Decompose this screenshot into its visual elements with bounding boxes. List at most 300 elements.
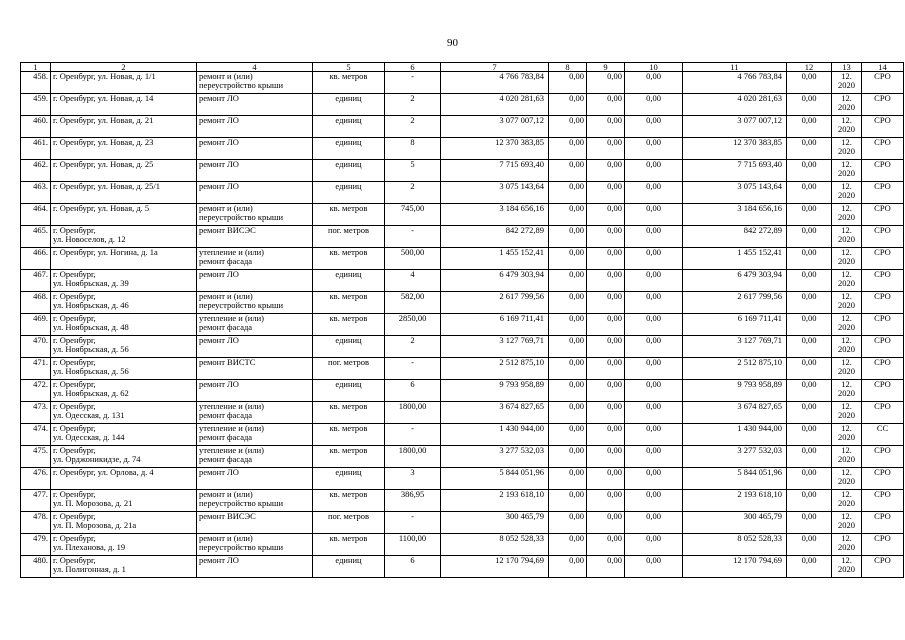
- work-type-cell: [197, 512, 313, 534]
- value-cell-12: 0,00: [787, 468, 832, 490]
- value-cell-8: 0,00: [549, 358, 587, 380]
- value-cell-12: 0,00: [787, 138, 832, 160]
- value-cell-9: 0,00: [587, 248, 625, 270]
- funding-source-cell: СРО: [862, 72, 904, 94]
- value-cell-10: 0,00: [625, 512, 683, 534]
- deadline-cell-line: 12.: [841, 181, 852, 191]
- value-cell-9: 0,00: [587, 116, 625, 138]
- value-cell-8: 0,00: [549, 138, 587, 160]
- quantity-cell: 500,00: [385, 248, 441, 270]
- table-row: [21, 512, 904, 534]
- value-cell-8: 0,00: [549, 248, 587, 270]
- row-number-cell: 471.: [21, 358, 51, 380]
- value-cell-11: 2 512 875,10: [683, 358, 787, 380]
- quantity-cell: -: [385, 358, 441, 380]
- deadline-cell-line: 2020: [838, 278, 855, 288]
- value-cell-8: 0,00: [549, 94, 587, 116]
- value-cell-9: 0,00: [587, 314, 625, 336]
- deadline-cell-line: 2020: [838, 190, 855, 200]
- value-cell-12: 0,00: [787, 248, 832, 270]
- value-cell-8: 0,00: [549, 556, 587, 578]
- address-cell: [51, 534, 197, 556]
- total-cost-cell: 6 479 303,94: [441, 270, 549, 292]
- address-cell: [51, 336, 197, 358]
- column-header: 14: [862, 63, 904, 72]
- value-cell-8: 0,00: [549, 512, 587, 534]
- work-type-cell: [197, 226, 313, 248]
- row-number-cell: 475.: [21, 446, 51, 468]
- deadline-cell-line: 12.: [841, 71, 852, 81]
- row-number-cell: 470.: [21, 336, 51, 358]
- value-cell-11: 300 465,79: [683, 512, 787, 534]
- row-number-cell: 465.: [21, 226, 51, 248]
- row-number-cell: 463.: [21, 182, 51, 204]
- table-row: [21, 336, 904, 358]
- deadline-cell-line: 12.: [841, 115, 852, 125]
- value-cell-11: 7 715 693,40: [683, 160, 787, 182]
- value-cell-10: 0,00: [625, 94, 683, 116]
- value-cell-11: 5 844 051,96: [683, 468, 787, 490]
- deadline-cell: [832, 226, 862, 248]
- unit-cell: кв. метров: [313, 204, 385, 226]
- total-cost-cell: 1 430 944,00: [441, 424, 549, 446]
- deadline-cell-line: 2020: [838, 124, 855, 134]
- work-type-cell: [197, 380, 313, 402]
- address-cell-line: ул. Ноябрьская, д. 48: [53, 322, 129, 332]
- row-number-cell: 476.: [21, 468, 51, 490]
- work-type-cell-line: ремонт и (или): [199, 71, 253, 81]
- value-cell-12: 0,00: [787, 314, 832, 336]
- work-type-cell-line: ремонт фасада: [199, 322, 253, 332]
- work-type-cell-line: ремонт ЛО: [199, 159, 239, 169]
- address-cell-line: г. Оренбург,: [53, 533, 96, 543]
- quantity-cell: 8: [385, 138, 441, 160]
- unit-cell: единиц: [313, 270, 385, 292]
- deadline-cell-line: 2020: [838, 542, 855, 552]
- quantity-cell: 2: [385, 336, 441, 358]
- funding-source-cell: СРО: [862, 380, 904, 402]
- value-cell-10: 0,00: [625, 314, 683, 336]
- column-header: 13: [832, 63, 862, 72]
- value-cell-9: 0,00: [587, 468, 625, 490]
- deadline-cell: [832, 556, 862, 578]
- address-cell: [51, 424, 197, 446]
- work-type-cell-line: переустройство крыши: [199, 80, 284, 90]
- column-header: 7: [441, 63, 549, 72]
- value-cell-12: 0,00: [787, 182, 832, 204]
- value-cell-11: 9 793 958,89: [683, 380, 787, 402]
- table-row: [21, 182, 904, 204]
- repair-registry-table: [20, 62, 904, 578]
- value-cell-10: 0,00: [625, 336, 683, 358]
- deadline-cell: [832, 182, 862, 204]
- unit-cell: единиц: [313, 336, 385, 358]
- work-type-cell: [197, 182, 313, 204]
- funding-source-cell: СРО: [862, 248, 904, 270]
- work-type-cell-line: утепление и (или): [199, 313, 264, 323]
- value-cell-9: 0,00: [587, 94, 625, 116]
- deadline-cell-line: 2020: [838, 432, 855, 442]
- value-cell-11: 3 127 769,71: [683, 336, 787, 358]
- total-cost-cell: 9 793 958,89: [441, 380, 549, 402]
- quantity-cell: 1100,00: [385, 534, 441, 556]
- value-cell-8: 0,00: [549, 182, 587, 204]
- unit-cell: единиц: [313, 116, 385, 138]
- value-cell-9: 0,00: [587, 72, 625, 94]
- funding-source-cell: СРО: [862, 204, 904, 226]
- value-cell-11: 1 455 152,41: [683, 248, 787, 270]
- table-row: [21, 116, 904, 138]
- total-cost-cell: 2 512 875,10: [441, 358, 549, 380]
- deadline-cell-line: 12.: [841, 489, 852, 499]
- value-cell-12: 0,00: [787, 226, 832, 248]
- quantity-cell: 6: [385, 556, 441, 578]
- row-number-cell: 478.: [21, 512, 51, 534]
- value-cell-12: 0,00: [787, 490, 832, 512]
- deadline-cell-line: 12.: [841, 423, 852, 433]
- funding-source-cell: СРО: [862, 94, 904, 116]
- address-cell-line: г. Оренбург, ул. Новая, д. 14: [53, 93, 154, 103]
- address-cell-line: ул. Плеханова, д. 19: [53, 542, 126, 552]
- table-row: [21, 160, 904, 182]
- row-number-cell: 469.: [21, 314, 51, 336]
- quantity-cell: 2: [385, 116, 441, 138]
- funding-source-cell: СРО: [862, 226, 904, 248]
- row-number-cell: 464.: [21, 204, 51, 226]
- deadline-cell-line: 2020: [838, 102, 855, 112]
- work-type-cell-line: ремонт и (или): [199, 291, 253, 301]
- value-cell-11: 1 430 944,00: [683, 424, 787, 446]
- address-cell-line: г. Оренбург,: [53, 511, 96, 521]
- work-type-cell-line: ремонт ЛО: [199, 269, 239, 279]
- table-row: [21, 402, 904, 424]
- value-cell-8: 0,00: [549, 314, 587, 336]
- total-cost-cell: 2 193 618,10: [441, 490, 549, 512]
- address-cell-line: г. Оренбург,: [53, 269, 96, 279]
- value-cell-9: 0,00: [587, 182, 625, 204]
- deadline-cell-line: 2020: [838, 344, 855, 354]
- deadline-cell: [832, 358, 862, 380]
- address-cell-line: г. Оренбург, ул. Новая, д. 1/1: [53, 71, 156, 81]
- value-cell-12: 0,00: [787, 534, 832, 556]
- total-cost-cell: 12 370 383,85: [441, 138, 549, 160]
- deadline-cell-line: 12.: [841, 379, 852, 389]
- unit-cell: единиц: [313, 556, 385, 578]
- address-cell: [51, 138, 197, 160]
- row-number-cell: 477.: [21, 490, 51, 512]
- value-cell-12: 0,00: [787, 556, 832, 578]
- deadline-cell: [832, 72, 862, 94]
- value-cell-12: 0,00: [787, 116, 832, 138]
- deadline-cell: [832, 270, 862, 292]
- deadline-cell-line: 12.: [841, 401, 852, 411]
- table-row: [21, 358, 904, 380]
- total-cost-cell: 3 674 827,65: [441, 402, 549, 424]
- work-type-cell-line: ремонт ЛО: [199, 115, 239, 125]
- address-cell-line: г. Оренбург, ул. Орлова, д. 4: [53, 467, 154, 477]
- address-cell-line: ул. Новоселов, д. 12: [53, 234, 126, 244]
- total-cost-cell: 3 277 532,03: [441, 446, 549, 468]
- address-cell-line: г. Оренбург,: [53, 225, 96, 235]
- value-cell-8: 0,00: [549, 402, 587, 424]
- address-cell: [51, 270, 197, 292]
- work-type-cell: [197, 116, 313, 138]
- table-row: [21, 534, 904, 556]
- unit-cell: пог. метров: [313, 512, 385, 534]
- row-number-cell: 459.: [21, 94, 51, 116]
- deadline-cell-line: 2020: [838, 168, 855, 178]
- value-cell-8: 0,00: [549, 204, 587, 226]
- deadline-cell-line: 2020: [838, 146, 855, 156]
- work-type-cell: [197, 358, 313, 380]
- address-cell-line: г. Оренбург, ул. Новая, д. 23: [53, 137, 154, 147]
- value-cell-12: 0,00: [787, 402, 832, 424]
- address-cell: [51, 226, 197, 248]
- deadline-cell-line: 2020: [838, 300, 855, 310]
- address-cell-line: г. Оренбург, ул. Новая, д. 5: [53, 203, 150, 213]
- deadline-cell-line: 2020: [838, 322, 855, 332]
- value-cell-10: 0,00: [625, 270, 683, 292]
- value-cell-11: 3 674 827,65: [683, 402, 787, 424]
- table-row: [21, 292, 904, 314]
- row-number-cell: 479.: [21, 534, 51, 556]
- quantity-cell: 6: [385, 380, 441, 402]
- deadline-cell: [832, 160, 862, 182]
- value-cell-10: 0,00: [625, 116, 683, 138]
- address-cell-line: ул. Ноябрьская, д. 56: [53, 366, 129, 376]
- unit-cell: пог. метров: [313, 226, 385, 248]
- deadline-cell: [832, 94, 862, 116]
- deadline-cell-line: 12.: [841, 357, 852, 367]
- address-cell: [51, 314, 197, 336]
- work-type-cell-line: ремонт ВИСЭС: [199, 511, 256, 521]
- value-cell-8: 0,00: [549, 72, 587, 94]
- unit-cell: кв. метров: [313, 72, 385, 94]
- address-cell-line: г. Оренбург, ул. Ногина, д. 1а: [53, 247, 158, 257]
- value-cell-9: 0,00: [587, 556, 625, 578]
- table-row: [21, 314, 904, 336]
- deadline-cell: [832, 204, 862, 226]
- deadline-cell-line: 12.: [841, 511, 852, 521]
- value-cell-9: 0,00: [587, 336, 625, 358]
- total-cost-cell: 842 272,89: [441, 226, 549, 248]
- work-type-cell: [197, 138, 313, 160]
- unit-cell: кв. метров: [313, 402, 385, 424]
- work-type-cell-line: ремонт ЛО: [199, 467, 239, 477]
- value-cell-9: 0,00: [587, 402, 625, 424]
- deadline-cell: [832, 402, 862, 424]
- value-cell-10: 0,00: [625, 204, 683, 226]
- deadline-cell-line: 12.: [841, 555, 852, 565]
- work-type-cell-line: ремонт ЛО: [199, 335, 239, 345]
- deadline-cell-line: 12.: [841, 203, 852, 213]
- value-cell-11: 2 193 618,10: [683, 490, 787, 512]
- quantity-cell: -: [385, 226, 441, 248]
- value-cell-11: 3 277 532,03: [683, 446, 787, 468]
- unit-cell: кв. метров: [313, 292, 385, 314]
- quantity-cell: 5: [385, 160, 441, 182]
- address-cell-line: ул. Орджоникидзе, д. 74: [53, 454, 141, 464]
- row-number-cell: 468.: [21, 292, 51, 314]
- work-type-cell: [197, 490, 313, 512]
- work-type-cell-line: утепление и (или): [199, 401, 264, 411]
- quantity-cell: 386,95: [385, 490, 441, 512]
- work-type-cell: [197, 424, 313, 446]
- value-cell-9: 0,00: [587, 380, 625, 402]
- address-cell-line: г. Оренбург,: [53, 291, 96, 301]
- deadline-cell-line: 2020: [838, 212, 855, 222]
- value-cell-8: 0,00: [549, 160, 587, 182]
- value-cell-10: 0,00: [625, 248, 683, 270]
- address-cell-line: г. Оренбург,: [53, 555, 96, 565]
- row-number-cell: 460.: [21, 116, 51, 138]
- funding-source-cell: СРО: [862, 534, 904, 556]
- total-cost-cell: 5 844 051,96: [441, 468, 549, 490]
- work-type-cell: [197, 270, 313, 292]
- value-cell-9: 0,00: [587, 226, 625, 248]
- value-cell-9: 0,00: [587, 292, 625, 314]
- quantity-cell: 1800,00: [385, 446, 441, 468]
- quantity-cell: 1800,00: [385, 402, 441, 424]
- deadline-cell: [832, 248, 862, 270]
- deadline-cell-line: 12.: [841, 137, 852, 147]
- deadline-cell-line: 12.: [841, 291, 852, 301]
- work-type-cell-line: ремонт и (или): [199, 533, 253, 543]
- deadline-cell: [832, 138, 862, 160]
- address-cell: [51, 248, 197, 270]
- unit-cell: кв. метров: [313, 314, 385, 336]
- value-cell-12: 0,00: [787, 446, 832, 468]
- work-type-cell-line: ремонт ВИСТС: [199, 357, 256, 367]
- address-cell: [51, 204, 197, 226]
- value-cell-8: 0,00: [549, 380, 587, 402]
- column-header: 9: [587, 63, 625, 72]
- deadline-cell-line: 2020: [838, 410, 855, 420]
- value-cell-10: 0,00: [625, 72, 683, 94]
- value-cell-9: 0,00: [587, 424, 625, 446]
- value-cell-11: 6 479 303,94: [683, 270, 787, 292]
- value-cell-8: 0,00: [549, 534, 587, 556]
- address-cell-line: ул. П. Морозова, д. 21: [53, 498, 133, 508]
- work-type-cell: [197, 314, 313, 336]
- address-cell: [51, 468, 197, 490]
- table-row: [21, 446, 904, 468]
- work-type-cell: [197, 72, 313, 94]
- address-cell: [51, 116, 197, 138]
- funding-source-cell: СРО: [862, 512, 904, 534]
- unit-cell: единиц: [313, 94, 385, 116]
- column-header: 6: [385, 63, 441, 72]
- address-cell-line: г. Оренбург,: [53, 357, 96, 367]
- address-cell-line: г. Оренбург,: [53, 401, 96, 411]
- column-header: 5: [313, 63, 385, 72]
- quantity-cell: -: [385, 424, 441, 446]
- deadline-cell-line: 12.: [841, 225, 852, 235]
- table-row: [21, 424, 904, 446]
- value-cell-11: 8 052 528,33: [683, 534, 787, 556]
- quantity-cell: 4: [385, 270, 441, 292]
- quantity-cell: 582,00: [385, 292, 441, 314]
- unit-cell: единиц: [313, 182, 385, 204]
- page-number: 90: [447, 37, 458, 49]
- work-type-cell-line: ремонт фасада: [199, 432, 253, 442]
- value-cell-9: 0,00: [587, 490, 625, 512]
- column-header: 2: [51, 63, 197, 72]
- address-cell: [51, 446, 197, 468]
- value-cell-12: 0,00: [787, 358, 832, 380]
- value-cell-10: 0,00: [625, 556, 683, 578]
- deadline-cell-line: 2020: [838, 564, 855, 574]
- work-type-cell: [197, 204, 313, 226]
- address-cell: [51, 358, 197, 380]
- total-cost-cell: 8 052 528,33: [441, 534, 549, 556]
- table-row: [21, 138, 904, 160]
- work-type-cell-line: утепление и (или): [199, 445, 264, 455]
- table-row: [21, 270, 904, 292]
- unit-cell: кв. метров: [313, 490, 385, 512]
- value-cell-12: 0,00: [787, 270, 832, 292]
- funding-source-cell: СРО: [862, 490, 904, 512]
- address-cell-line: ул. Одесская, д. 131: [53, 410, 125, 420]
- table-row: [21, 556, 904, 578]
- row-number-cell: 474.: [21, 424, 51, 446]
- deadline-cell-line: 2020: [838, 80, 855, 90]
- quantity-cell: 3: [385, 468, 441, 490]
- value-cell-11: 4 766 783,84: [683, 72, 787, 94]
- address-cell-line: ул. Ноябрьская, д. 39: [53, 278, 129, 288]
- table-row: [21, 468, 904, 490]
- value-cell-9: 0,00: [587, 358, 625, 380]
- address-cell: [51, 160, 197, 182]
- row-number-cell: 473.: [21, 402, 51, 424]
- value-cell-8: 0,00: [549, 468, 587, 490]
- value-cell-9: 0,00: [587, 204, 625, 226]
- unit-cell: единиц: [313, 160, 385, 182]
- work-type-cell-line: переустройство крыши: [199, 498, 284, 508]
- value-cell-10: 0,00: [625, 534, 683, 556]
- work-type-cell: [197, 468, 313, 490]
- quantity-cell: -: [385, 512, 441, 534]
- address-cell-line: ул. Одесская, д. 144: [53, 432, 125, 442]
- value-cell-11: 4 020 281,63: [683, 94, 787, 116]
- total-cost-cell: 4 766 783,84: [441, 72, 549, 94]
- value-cell-10: 0,00: [625, 424, 683, 446]
- work-type-cell-line: ремонт ЛО: [199, 379, 239, 389]
- row-number-cell: 480.: [21, 556, 51, 578]
- value-cell-10: 0,00: [625, 358, 683, 380]
- table-row: [21, 490, 904, 512]
- row-number-cell: 461.: [21, 138, 51, 160]
- deadline-cell-line: 12.: [841, 313, 852, 323]
- address-cell: [51, 512, 197, 534]
- value-cell-11: 3 184 656,16: [683, 204, 787, 226]
- funding-source-cell: СРО: [862, 116, 904, 138]
- value-cell-12: 0,00: [787, 380, 832, 402]
- value-cell-8: 0,00: [549, 226, 587, 248]
- work-type-cell: [197, 336, 313, 358]
- column-header: 4: [197, 63, 313, 72]
- value-cell-8: 0,00: [549, 424, 587, 446]
- value-cell-9: 0,00: [587, 138, 625, 160]
- value-cell-10: 0,00: [625, 490, 683, 512]
- total-cost-cell: 7 715 693,40: [441, 160, 549, 182]
- table-row: [21, 226, 904, 248]
- unit-cell: кв. метров: [313, 534, 385, 556]
- value-cell-8: 0,00: [549, 116, 587, 138]
- value-cell-12: 0,00: [787, 424, 832, 446]
- value-cell-8: 0,00: [549, 446, 587, 468]
- deadline-cell-line: 12.: [841, 159, 852, 169]
